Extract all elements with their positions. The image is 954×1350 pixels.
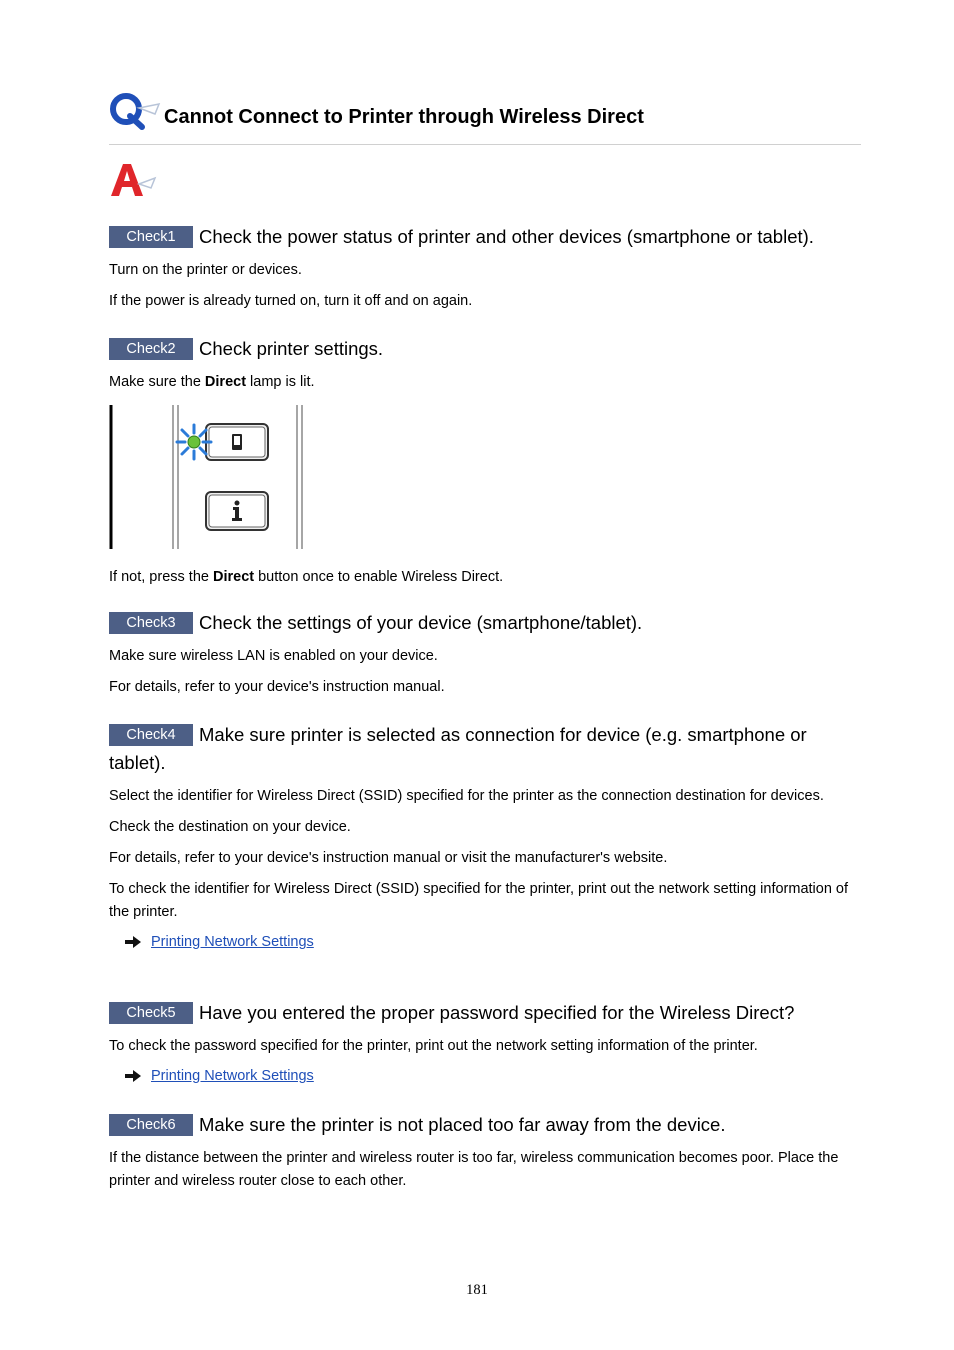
check4-link-row: [109, 931, 861, 954]
check2-section: [109, 335, 861, 394]
check1-heading-text: Check the power status of printer and other devices (smartphone or tablet).: [199, 226, 814, 247]
check3-para-1: Make sure wireless LAN is enabled on your device.: [109, 648, 438, 664]
check3-badge: Check3: [109, 612, 193, 634]
check6-heading: [109, 1111, 861, 1139]
check6-heading-text: Make sure the printer is not placed too far away from the device.: [199, 1114, 726, 1135]
printing-network-settings-link[interactable]: Printing Network Settings: [151, 1068, 314, 1084]
check5-heading: [109, 999, 861, 1027]
check4-section: [109, 721, 861, 954]
check4-heading-text: Make sure printer is selected as connection for device (e.g. smartphone or tablet).: [109, 724, 807, 773]
check5-link-row: [109, 1065, 861, 1088]
check1-para-2: If the power is already turned on, turn it off and on again.: [109, 293, 473, 309]
check4-para-2: Check the destination on your device.: [109, 819, 351, 835]
check4-badge: Check4: [109, 724, 193, 746]
check1-section: [109, 223, 861, 313]
check5-section: [109, 999, 861, 1088]
check3-heading: [109, 609, 861, 637]
direct-lamp-icon: [177, 425, 211, 459]
check3-para-2: For details, refer to your device's instruction manual.: [109, 679, 445, 695]
check1-para-1: Turn on the printer or devices.: [109, 262, 302, 278]
printing-network-settings-link[interactable]: Printing Network Settings: [151, 934, 314, 950]
direct-lamp-illustration: [109, 403, 309, 551]
check2-badge: Check2: [109, 338, 193, 360]
check1-heading: [109, 223, 861, 251]
page-header: [109, 88, 861, 132]
title-divider: [109, 144, 861, 145]
check5-heading-text: Have you entered the proper password specified for the Wireless Direct?: [199, 1002, 795, 1023]
check2-heading-text: Check printer settings.: [199, 338, 384, 359]
page-title: Cannot Connect to Printer through Wireless Direct: [164, 106, 644, 128]
check3-heading-text: Check the settings of your device (smartphone/tablet).: [199, 612, 643, 633]
check4-heading: [109, 721, 861, 777]
check4-para-4: To check the identifier for Wireless Direct (SSID) specified for the printer, print out the network setting information of the printer.: [109, 881, 849, 920]
check2-heading: [109, 335, 861, 363]
check5-badge: Check5: [109, 1002, 193, 1024]
check4-para-1: Select the identifier for Wireless Direct (SSID) specified for the printer as the connection destination for devices.: [109, 788, 824, 804]
check5-para-1: To check the password specified for the printer, print out the network setting information of the printer.: [109, 1038, 758, 1054]
arrow-right-icon: [125, 936, 141, 948]
check3-section: [109, 609, 861, 699]
answer-icon: [109, 162, 157, 198]
page-number: 181: [466, 1282, 488, 1298]
check6-badge: Check6: [109, 1114, 193, 1136]
check4-para-3: For details, refer to your device's instruction manual or visit the manufacturer's website.: [109, 850, 668, 866]
check6-section: [109, 1111, 861, 1193]
check2-para-2: If not, press the Direct button once to enable Wireless Direct.: [109, 569, 504, 585]
check2-continued: [109, 558, 861, 589]
arrow-right-icon: [125, 1070, 141, 1082]
question-icon: [109, 90, 163, 130]
check1-badge: Check1: [109, 226, 193, 248]
check2-para-1: Make sure the Direct lamp is lit.: [109, 374, 315, 390]
check6-para-1: If the distance between the printer and wireless router is too far, wireless communication becomes poor. Place the printer and wireless router close to each other.: [109, 1150, 839, 1189]
